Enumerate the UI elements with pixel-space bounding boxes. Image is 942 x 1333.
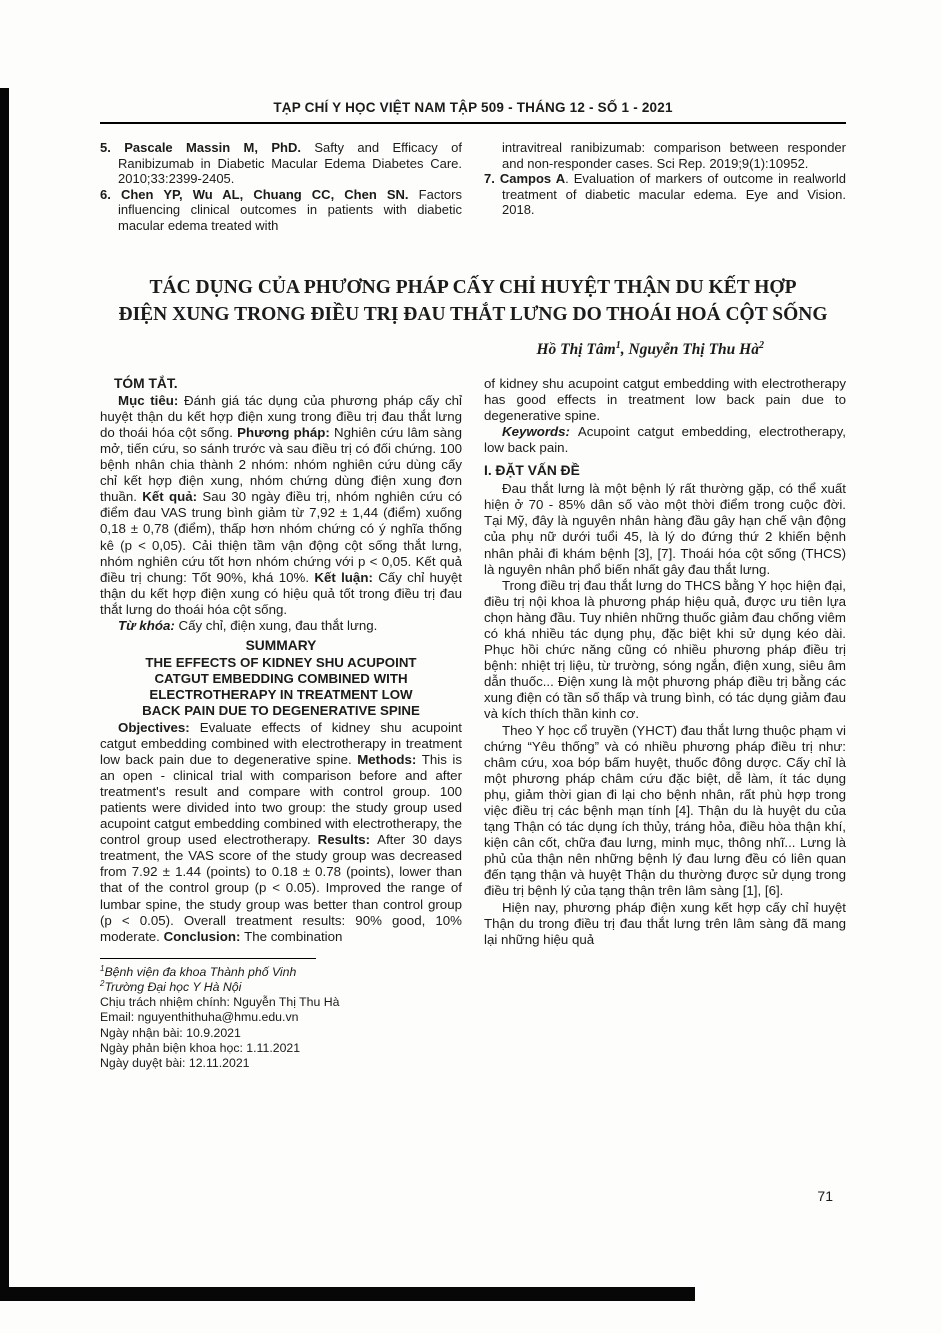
abstract-vi-heading: TÓM TẮT. <box>114 375 178 391</box>
reference-item-7: 7. Campos A. Evaluation of markers of outcome in realworld treatment of diabetic macular edema. Eye and Vision. 2018. <box>484 171 846 218</box>
references-section <box>100 140 846 234</box>
references-left-column <box>100 140 462 234</box>
footnote-corresponding-author: Chịu trách nhiệm chính: Nguyễn Thị Thu Hà <box>100 995 340 1010</box>
section-1-paragraph-3: Theo Y học cổ truyền (YHCT) đau thắt lưng thuộc phạm vi chứng “Yêu thống” và có nhiều phương pháp điều trị như: châm cứu, xoa bóp bấm huyệt, thuốc đông dược. Cấy chỉ là một phương pháp châm cứu đặc biệt, dễ làm, ít tác dụng phụ, giảm thời gian đi lại cho bệnh nhân, rất phù hợp trong việc điều trị các bệnh mạn tính [4]. Thận du là huyệt du của tạng Thận có tác dụng ích thủy, tráng hỏa, điều hòa thận khí, kiện cân cốt, chữa đau lưng, minh mục, thông nhĩ... Lưng là phủ của thận nên những bệnh lý đau lưng đều có liên quan đến tạng thận và huyệt Thận du thường được sử dụng trong điều trị bệnh lý của tạng thận trên lâm sàng [1], [6]. <box>484 722 846 899</box>
scan-artifact-left-edge <box>0 88 9 1294</box>
footnote <box>100 958 462 1071</box>
footnote-rule <box>100 958 316 959</box>
header-rule <box>100 122 846 124</box>
abstract-vi-keywords: Từ khóa: Cấy chỉ, điện xung, đau thắt lưng. <box>118 617 378 633</box>
section-1-paragraph-4: Hiện nay, phương pháp điện xung kết hợp cấy chỉ huyệt Thận du trong điều trị đau thắt lưng trên lâm sàng đã mang lại những hiệu quả <box>484 899 846 947</box>
footnote-accepted-date: Ngày duyệt bài: 12.11.2021 <box>100 1056 250 1071</box>
footnote-review-date: Ngày phản biện khoa học: 1.11.2021 <box>100 1040 301 1055</box>
abstract-en-heading: SUMMARY <box>245 638 317 654</box>
article-title: TÁC DỤNG CỦA PHƯƠNG PHÁP CẤY CHỈ HUYỆT THẬN DU KẾT HỢP ĐIỆN XUNG TRONG ĐIỀU TRỊ ĐAU THẮT LƯNG DO THOÁI HOÁ CỘT SỐNG <box>118 276 828 325</box>
footnote-email: Email: nguyenthithuha@hmu.edu.vn <box>100 1010 299 1025</box>
section-1-heading: I. ĐẶT VẤN ĐỀ <box>484 463 580 479</box>
reference-item-5: 5. Pascale Massin M, PhD. Safty and Efficacy of Ranibizumab in Diabetic Macular Edema Diabetes Care. 2010;33:2399-2405. <box>100 140 462 187</box>
journal-header: TẠP CHÍ Y HỌC VIỆT NAM TẬP 509 - THÁNG 12 - SỐ 1 - 2021 <box>273 100 673 115</box>
abstract-en-keywords: Keywords: Acupoint catgut embedding, electrotherapy, low back pain. <box>484 423 846 455</box>
section-1-paragraph-1: Đau thắt lưng là một bệnh lý rất thường gặp, có thể xuất hiện ở 70 - 85% dân số vào một thời điểm trong cuộc đời. Tại Mỹ, đây là nguyên nhân hàng đầu gây hạn chế vận động của phụ nữ dưới tuổi 45, là lý do đứng thứ 2 khiến bệnh nhân phải đi khám bệnh [3], [7]. Thoái hóa cột sống (THCS) là nguyên nhân phổ biến nhất gây đau thắt lưng. <box>484 481 846 577</box>
reference-item-6-continuation: intravitreal ranibizumab: comparison between responder and non-responder cases. Sci Rep. 2019;9(1):10952. <box>502 140 846 171</box>
footnote-received-date: Ngày nhận bài: 10.9.2021 <box>100 1025 241 1040</box>
scan-artifact-bottom-edge <box>0 1287 695 1301</box>
abstract-en-continuation: of kidney shu acupoint catgut embedding with electrotherapy has good effects in treatment low back pain due to degenerative spine. <box>484 375 846 423</box>
footnote-affiliation-1: $^1$Bệnh viện đa khoa Thành phố Vinh <box>100 963 297 979</box>
article-authors: Hồ Thị Tâm$^1$, Nguyễn Thị Thu $Hà^2$ <box>536 339 764 358</box>
page-number: 71 <box>817 1188 833 1204</box>
article-body <box>100 376 846 1072</box>
page-content <box>100 100 846 1204</box>
abstract-en-paragraph: Objectives: Evaluate effects of kidney shu acupoint catgut embedding combined with electrotherapy in treatment low back pain due to degenerative spine. Methods: This is an open - clinical trial with comparison before and after treatment's result and compare with control group. 100 patients were divided into two group: the study group used acupoint catgut embedding combined with electrotherapy, the control group used electrotherapy. Results: After 30 days treatment, the VAS score of the study group was decreased from 7.92 ± 1.44 (points) to 0.18 ± 0.78 (points), lower than that of the control group (p < 0.05). Improved the range of lumbar spine, the study group was better than control group (p < 0.05). Overall treatment results: 90% good, 10% moderate. Conclusion: The combination <box>100 719 463 944</box>
abstract-vi-paragraph: Mục tiêu: Đánh giá tác dụng của phương pháp cấy chỉ huyệt thận du kết hợp điện xung trong điều trị đau thắt lưng do thoái hóa cột sống. Phương pháp: Nghiên cứu lâm sàng mở, tiến cứu, so sánh trước và sau điều trị có đối chứng. 100 bệnh nhân chia thành 2 nhóm: nhóm nghiên cứu dùng cấy chỉ kết hợp điện xung, nhóm chứng dùng điện xung đơn thuần. Kết quả: Sau 30 ngày điều trị, nhóm nghiên cứu có điểm đau VAS trung bình giảm từ 7,92 ± 1,44 (điểm) xuống 0,18 ± 0,78 (điểm), thấp hơn nhóm chứng có ý nghĩa thống kê (p < 0,05). Cải thiện tầm vận động cột sống thắt lưng, nhóm nghiên cứu tốt hơn nhóm chứng với p < 0,05. Kết quả điều trị chung: Tốt 90%, khá 10%. Kết luận: Cấy chỉ huyệt thận du kết hợp điện xung có hiệu quả tốt trong điều trị đau thắt lưng do thoái hóa cột sống. <box>100 392 463 617</box>
footnote-affiliation-2: $^2$Trường Đại học Y Hà Nội <box>100 978 242 995</box>
left-column <box>100 376 462 1072</box>
reference-item-6: 6. Chen YP, Wu AL, Chuang CC, Chen SN. Factors influencing clinical outcomes in patients with diabetic macular edema treated with <box>100 186 462 233</box>
right-column <box>484 376 846 1072</box>
section-1-paragraph-2: Trong điều trị đau thắt lưng do THCS bằng Y học hiện đại, điều trị nội khoa là phương pháp hiệu quả, được ưu tiên lựa chọn hàng đầu. Tuy nhiên những thuốc giảm đau chống viêm có khá nhiều tác dụng phụ, đặc biệt khi sử dụng kéo dài. Phục hồi chức năng cũng có nhiều phương pháp điều trị bệnh: nhiệt trị liệu, từ trường, sóng ngắn, điện xung, siêu âm dẫn thuốc... Điện xung là một phương pháp điều trị bằng các xung điện có tần số thấp và trung bình, có tác dụng giảm đau và kích thích thần kinh cơ. <box>484 577 846 722</box>
abstract-en-title: THE EFFECTS OF KIDNEY SHU ACUPOINT CATGUT EMBEDDING COMBINED WITH ELECTROTHERAPY IN TREATMENT LOW BACK PAIN DUE TO DEGENERATIVE SPINE <box>142 655 420 719</box>
references-right-column <box>484 140 846 234</box>
